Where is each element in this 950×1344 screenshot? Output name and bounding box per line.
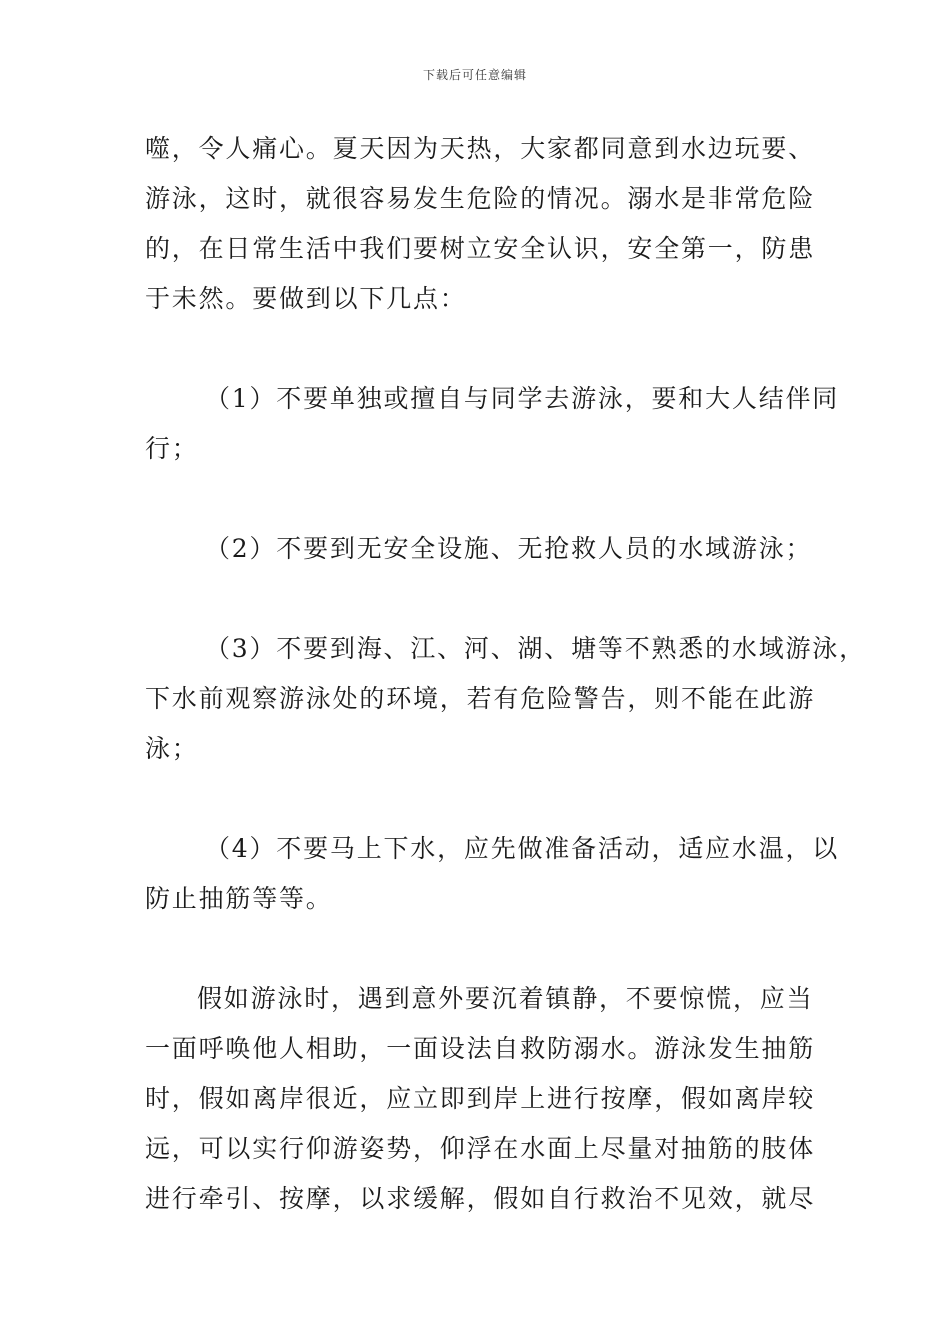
- text-line: 时，假如离岸很近，应立即到岸上进行按摩，假如离岸较: [145, 1084, 816, 1113]
- text-line: 假如游泳时，遇到意外要沉着镇静，不要惊慌，应当: [197, 984, 814, 1013]
- text-line: 噬，令人痛心。夏天因为天热，大家都同意到水边玩要、: [145, 134, 816, 163]
- page-header: 下载后可任意编辑: [422, 68, 527, 82]
- text-line: 泳；: [145, 734, 199, 763]
- text-line: （4）不要马上下水，应先做准备活动，适应水温，以: [205, 834, 840, 863]
- text-line: 行；: [145, 434, 199, 463]
- text-line: 一面呼唤他人相助，一面设法自救防溺水。游泳发生抽筋: [145, 1034, 816, 1063]
- text-line: 远，可以实行仰游姿势，仰浮在水面上尽量对抽筋的肢体: [145, 1134, 816, 1163]
- text-line: 防止抽筋等等。: [145, 884, 333, 913]
- text-line: （3）不要到海、江、河、湖、塘等不熟悉的水域游泳，: [205, 634, 866, 663]
- text-line: 游泳，这时，就很容易发生危险的情况。溺水是非常危险: [145, 184, 816, 213]
- text-line: 下水前观察游泳处的环境，若有危险警告，则不能在此游: [145, 684, 816, 713]
- text-line: （2）不要到无安全设施、无抢救人员的水域游泳；: [205, 534, 813, 563]
- text-line: 的，在日常生活中我们要树立安全认识，安全第一，防患: [145, 234, 816, 263]
- text-line: 于未然。要做到以下几点：: [145, 284, 467, 313]
- text-line: （1）不要单独或擅自与同学去游泳，要和大人结伴同: [205, 384, 840, 413]
- text-line: 进行牵引、按摩，以求缓解，假如自行救治不见效，就尽: [145, 1184, 816, 1213]
